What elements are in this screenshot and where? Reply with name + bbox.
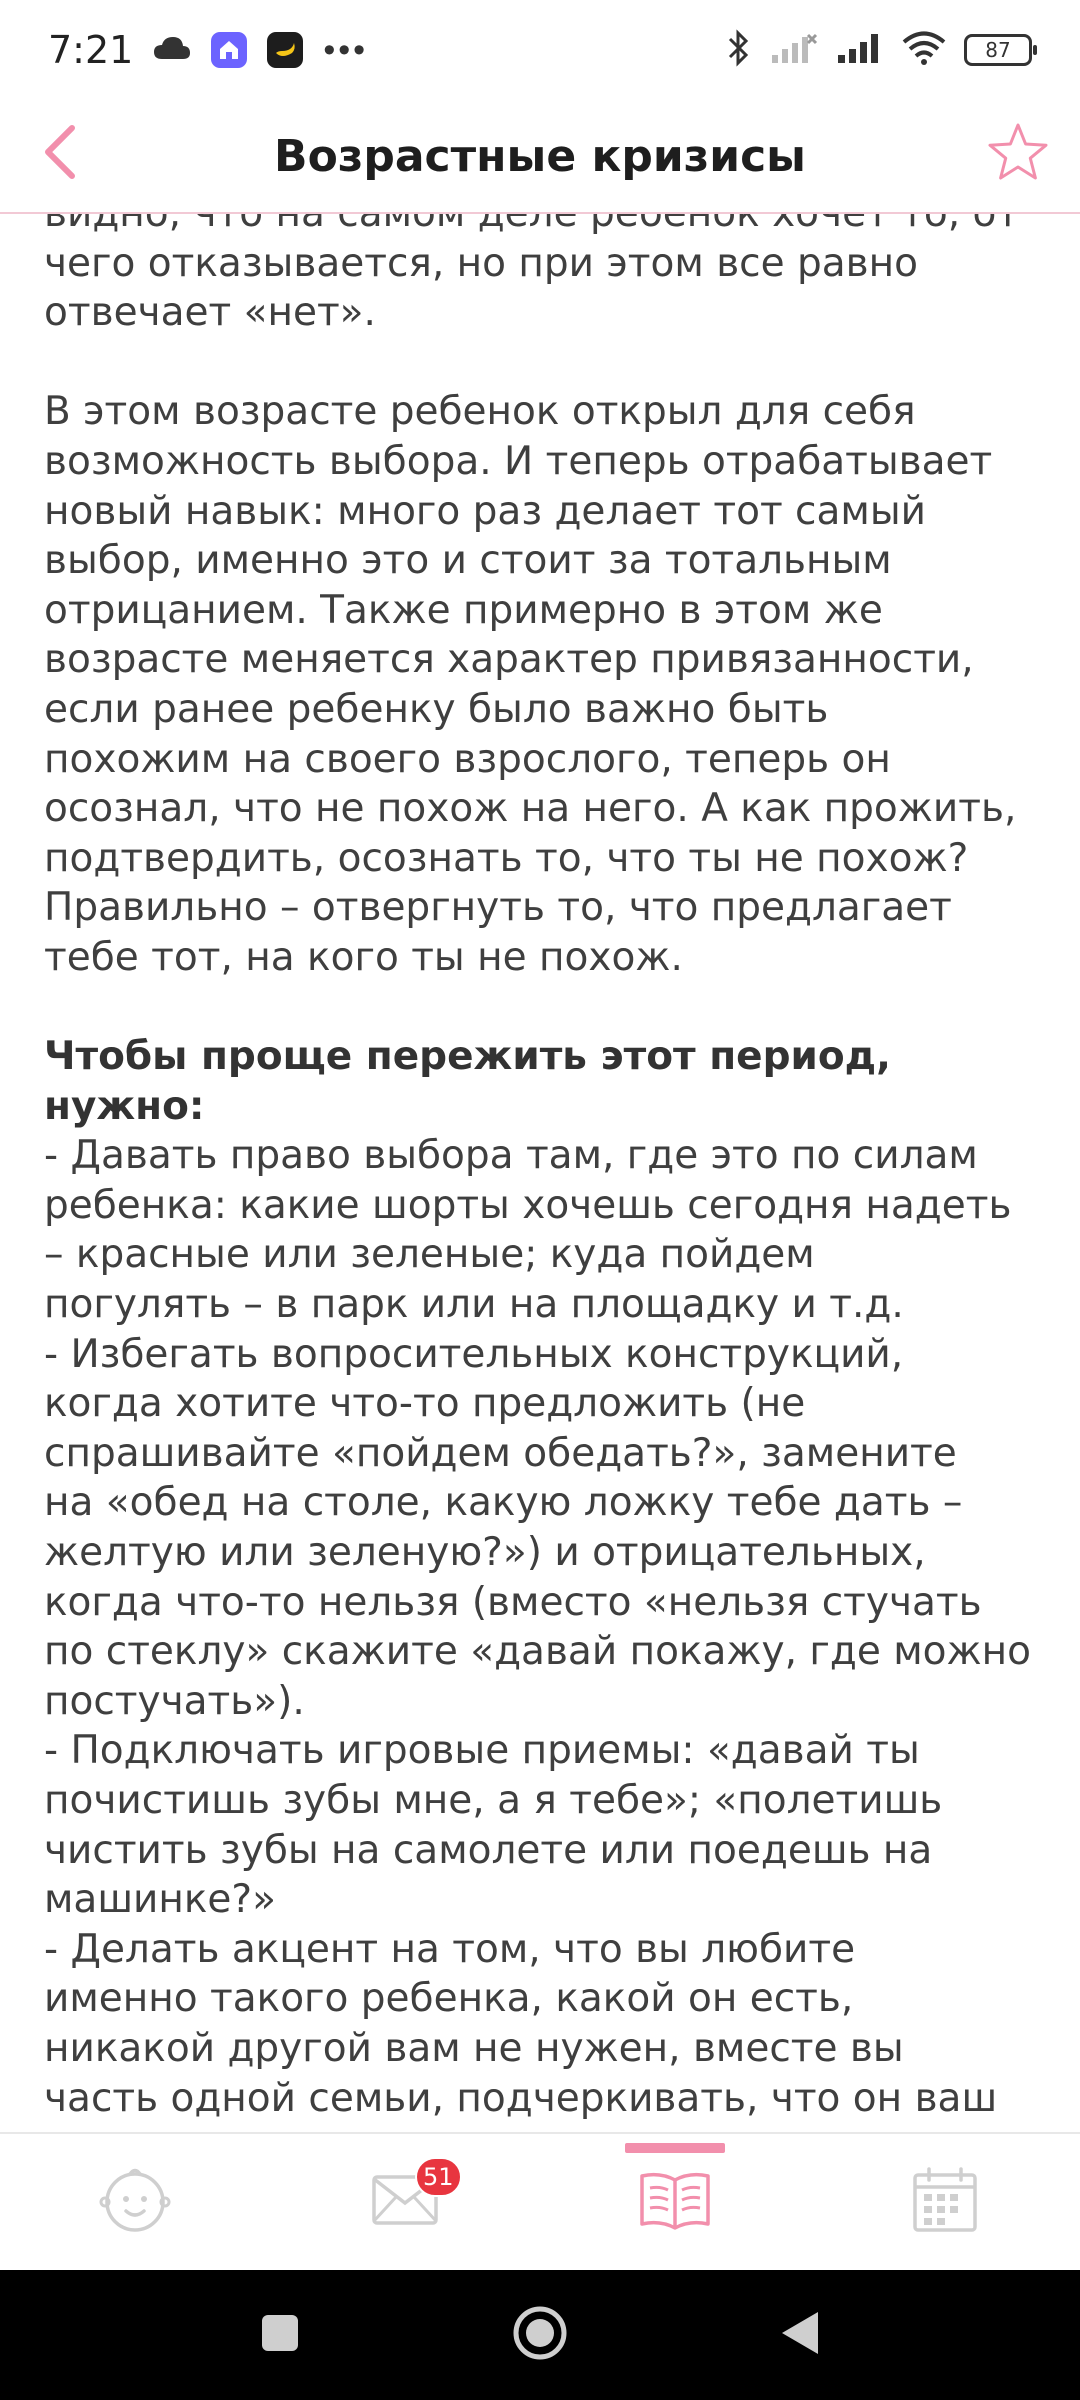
article-body — [44, 189, 1044, 2123]
paragraph-gap — [44, 338, 1044, 388]
chevron-left-icon — [40, 124, 80, 185]
star-outline-icon — [987, 122, 1049, 187]
app-banana-icon — [267, 32, 303, 68]
article-tip: - Давать право выбора там, где это по силам ребенка: какие шорты хочешь сегодня надеть – красные или зеленые; куда пойдем погулять – в парк или на площадку и т.д. — [44, 1133, 1012, 1328]
article-tip: - Избегать вопросительных конструкций, когда хотите что-то предложить (не спрашивайте «пойдем обедать?», замените на «обед на столе, какую ложку тебе дать – желтую или зеленую?») и отрицательных, когда что-то нельзя (вместо «нельзя стучать по стеклу» скажите «давай покажу, где можно постучать»). — [44, 1331, 1032, 1724]
article-paragraph: В этом возрасте ребенок открыл для себя возможность выбора. И теперь отрабатывает новый навык: много раз делает тот самый выбор, именно это и стоит за тотальным отрицанием. Также примерно в этом же возрасте меняется характер привязанности, если ранее ребенку было важно быть похожим на своего взрослого, теперь он осознал, что не похож на него. А как прожить, подтвердить, осознать то, что ты не похож? Правильно – отвергнуть то, что предлагает тебе тот, на кого ты не похож. — [44, 389, 1017, 980]
status-left — [48, 28, 368, 72]
unread-badge: 51 — [415, 2157, 462, 2197]
back-system-button[interactable] — [760, 2295, 840, 2375]
bottom-nav — [0, 2132, 1080, 2270]
wifi-icon — [902, 31, 946, 70]
more-dots-icon: ••• — [323, 30, 369, 69]
article-paragraph: чего отказывается, но при этом все равно отвечает «нет». — [44, 240, 919, 336]
cloud-icon — [153, 35, 191, 66]
back-button[interactable] — [28, 122, 92, 186]
article-tip: - Делать акцент на том, что вы любите именно такого ребенка, какой он есть, никакой другой вам не нужен, вместе вы часть одной семьи, подчеркивать, что он ваш — [44, 1926, 998, 2121]
nav-item-calendar[interactable] — [875, 2147, 1015, 2257]
back-triangle-icon — [780, 2310, 820, 2361]
nav-item-articles[interactable] — [605, 2147, 745, 2257]
signal-icon — [836, 31, 884, 70]
article-tip: - Подключать игровые приемы: «давай ты почистишь зубы мне, а я тебе»; «полетишь чистить зубы на самолете или поедешь на машинке?» — [44, 1728, 943, 1923]
nav-item-baby[interactable] — [65, 2147, 205, 2257]
status-right — [726, 28, 1032, 73]
app-home-icon — [211, 32, 247, 68]
active-tab-indicator — [625, 2143, 725, 2153]
article-content[interactable] — [44, 214, 1044, 2132]
recents-square-icon — [260, 2313, 300, 2358]
page-title: Возрастные кризисы — [274, 130, 806, 182]
book-icon — [638, 2168, 712, 2237]
recents-button[interactable] — [240, 2295, 320, 2375]
home-button[interactable] — [500, 2295, 580, 2375]
baby-face-icon — [100, 2165, 170, 2240]
header-bar — [0, 100, 1080, 214]
nav-item-messages[interactable] — [335, 2147, 475, 2257]
article-subheading: Чтобы проще пережить этот период, нужно: — [44, 1034, 891, 1129]
home-circle-icon — [512, 2305, 568, 2366]
status-time: 7:21 — [48, 28, 134, 72]
paragraph-gap — [44, 983, 1044, 1033]
favorite-button[interactable] — [984, 120, 1052, 188]
system-nav-bar — [0, 2270, 1080, 2400]
battery-icon: 87 — [964, 34, 1032, 66]
bluetooth-icon — [726, 28, 752, 73]
signal-off-icon — [770, 31, 818, 70]
status-bar — [0, 0, 1080, 100]
calendar-icon — [912, 2167, 978, 2238]
